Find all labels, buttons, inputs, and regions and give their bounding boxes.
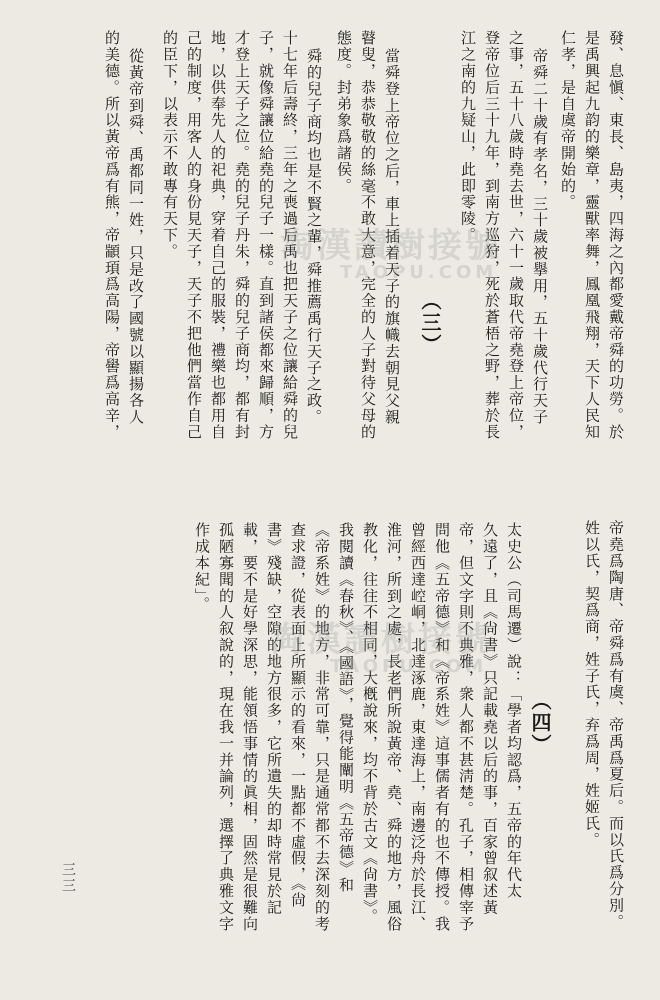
text-line: 書》殘缺，空隙的地方很多，它所遺失的却時常見於記 (265, 522, 283, 916)
text-line: 登帝位后三十九年，到南方巡狩，死於蒼梧之野，葬於長 (483, 30, 501, 440)
text-line: 發、息愼、東長、島夷，四海之內都愛戴帝舜的功勞。於 (607, 30, 625, 440)
text-line: 帝，但文字則不典雅，衆人都不甚淸楚。孔子，相傳宰予 (457, 522, 475, 932)
text-line: 載，要不是好學深思，能領悟事情的眞相，固然是很難向 (241, 522, 259, 932)
text-line: 當舜登上帝位之后，車上插着天子的旗幟去朝見父親 (383, 48, 401, 426)
watermark-url: TAOPU.COM (340, 262, 498, 283)
text-line: 子，就像舜讓位給堯的兒子一樣。直到諸侯都來歸順，方 (257, 30, 275, 440)
text-line: 問他《五帝德》和《帝系姓》這事儒者有的也不傳授。我 (433, 522, 451, 932)
text-line: 查求證，從表面上所顯示的看來，一點都不虛假，《尙 (289, 522, 307, 909)
text-line: 態度。封弟象爲諸侯。 (335, 30, 353, 194)
text-line: 的臣下，以表示不敢專有天下。 (161, 30, 179, 260)
text-line: 我閱讀《春秋》、《國語》，覺得能闡明《五帝德》和 (337, 522, 355, 894)
watermark-text: 淘漢讀樹接號 (270, 620, 492, 660)
text-line: 瞽叟，恭恭敬敬的絲毫不敢大意，完全的人子對待父母的 (359, 30, 377, 440)
text-line: 姓以氏，契爲商，姓子氏，弃爲周，姓姬氏。 (583, 520, 601, 848)
text-line: 帝堯爲陶唐、帝舜爲有虞、帝禹爲夏后。而以氏爲分別。 (607, 520, 625, 930)
text-line: 曾經西達崆峒，北達涿鹿，東達海上，南邊泛舟於長江、 (409, 522, 427, 932)
text-line: 帝舜二十歲有孝名，三十歲被擧用，五十歲代行天子 (531, 48, 549, 426)
page-number: 三三 (60, 862, 76, 894)
text-line: 是禹興起九韵的樂章，靈獸率舞，鳳凰飛翔，天下人民知 (583, 30, 601, 440)
text-line: 淮河，所到之處，長老們所說黃帝、堯、舜的地方，風俗 (385, 522, 403, 932)
section-heading-3: （三） (418, 290, 442, 356)
text-line: 《帝系姓》的地方，非常可靠，只是通常都不去深刻的考 (313, 522, 331, 932)
text-line: 江之南的九疑山，此即零陵。 (459, 30, 477, 244)
text-line: 的美德。所以黃帝爲有熊，帝顓頊爲高陽，帝嚳爲高辛， (103, 30, 121, 440)
text-line: 教化，往往不相同，大槪說來，均不背於古文《尙書》。 (361, 522, 379, 925)
text-line: 仁孝，是自虞帝開始的。 (559, 30, 577, 211)
text-line: 十七年后壽終，三年之喪過后禹也把天子之位讓給舜的兒 (281, 30, 299, 440)
text-line: 從黃帝到舜、禹都同一姓，只是改了國號以顯揚各人 (127, 48, 145, 426)
text-line: 太史公（司馬遷）說：「學者均認爲，五帝的年代太 (505, 522, 523, 900)
text-line: 作成本紀」。 (193, 522, 211, 613)
text-line: 己的制度，用客人的身份見天子，天子不把他們當作自己 (185, 30, 203, 440)
text-line: 孤陋寡聞的人叙說的，現在我一并論列，選擇了典雅文字 (217, 522, 235, 932)
text-line: 舜的兒子商均也是不賢之輩，舜推薦禹行天子之政。 (305, 48, 323, 426)
text-line: 才登上天子之位。堯的兒子丹朱，舜的兒子商均，都有封 (233, 30, 251, 440)
watermark-url: TAOPU.COM (330, 656, 488, 677)
section-heading-4: （四） (528, 690, 552, 756)
text-line: 久遠了，且《尙書》只記載堯以后的事，百家曾叙述黃 (481, 522, 499, 916)
text-line: 之事，五十八歲時堯去世，六十一歲取代帝堯登上帝位， (507, 30, 525, 440)
text-line: 地，以供奉先人的祀典，穿着自己的服裝，禮樂也都用自 (209, 30, 227, 440)
watermark-text: 淘漢讀樹接號 (280, 226, 502, 266)
